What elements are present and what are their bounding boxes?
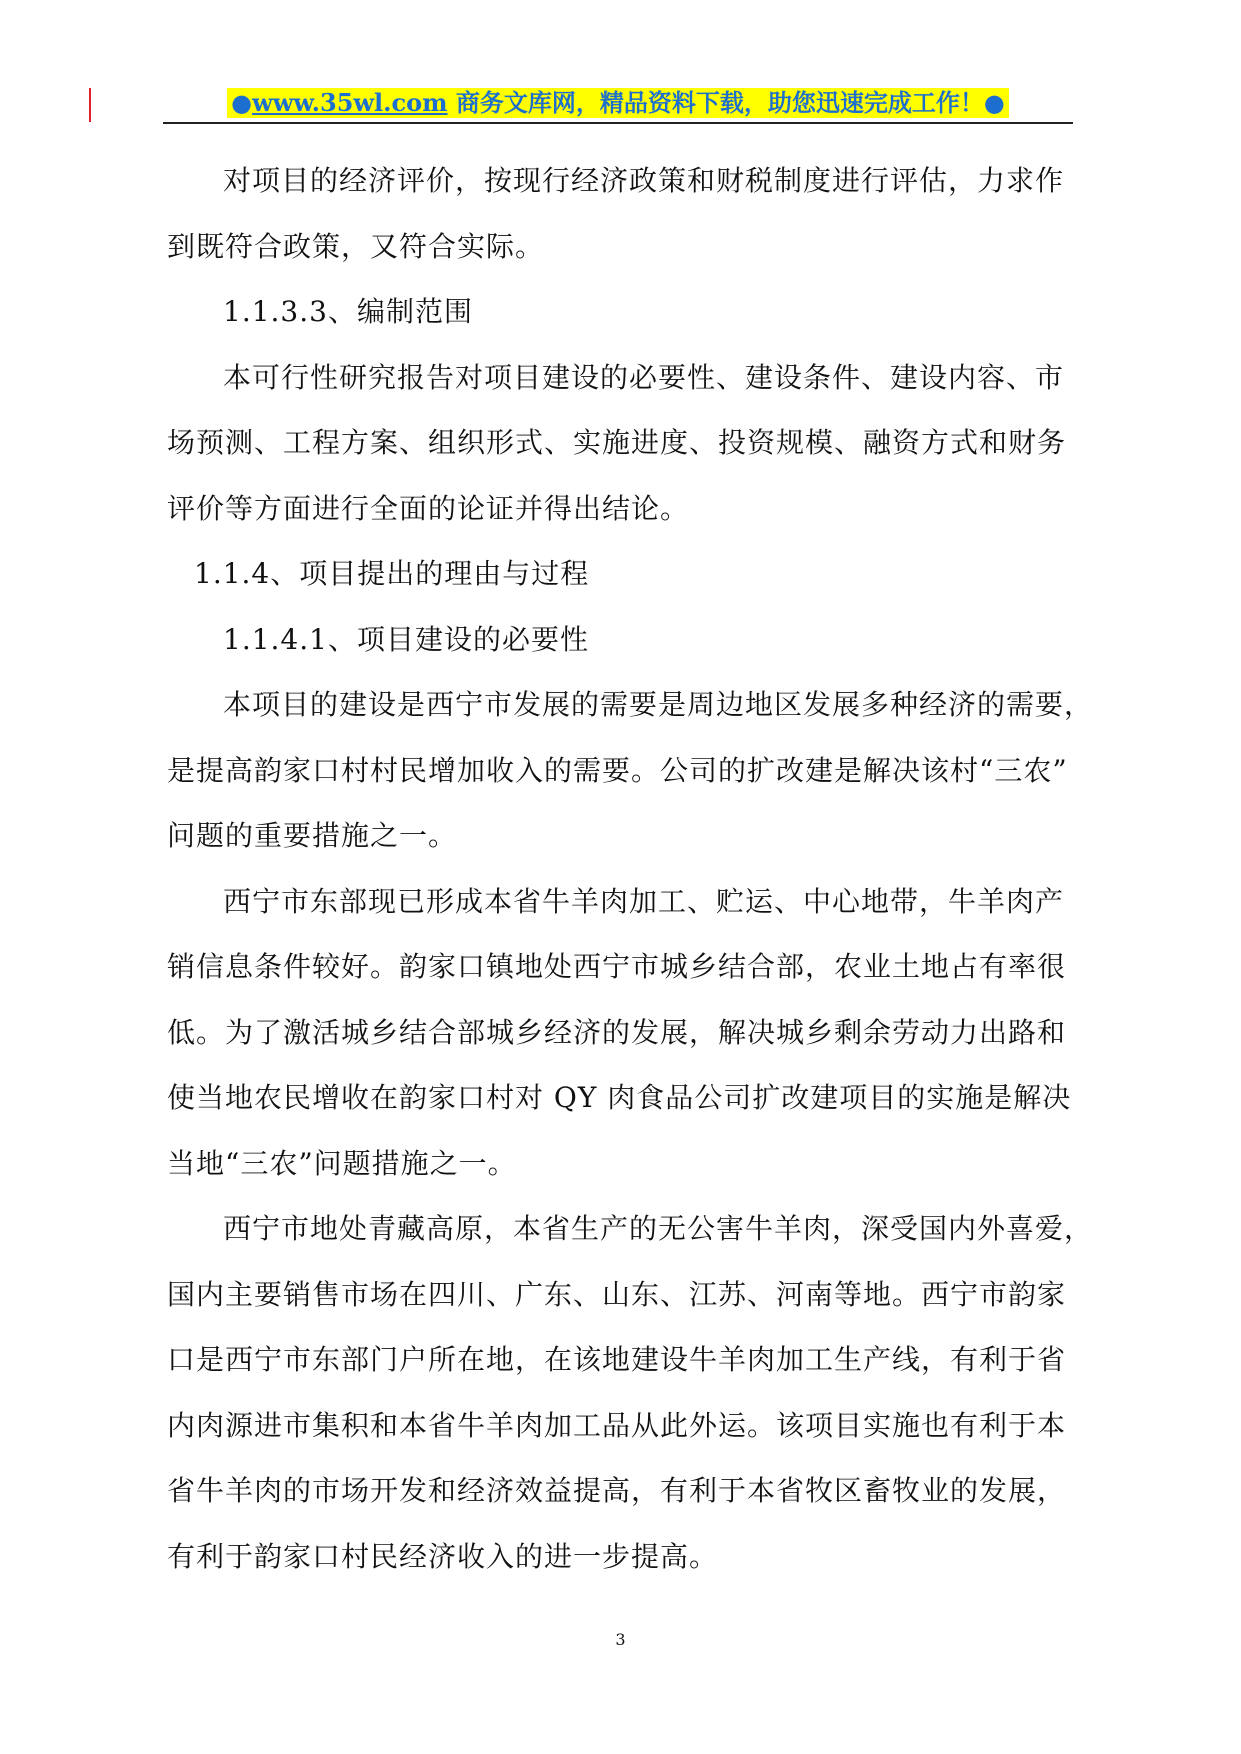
header-site-link[interactable]: www.35wl.com: [252, 88, 448, 117]
bullet-icon: ●: [231, 89, 253, 117]
section-heading: 1.1.4、项目提出的理由与过程: [194, 557, 590, 590]
section-heading: 1.1.3.3、编制范围: [223, 295, 473, 328]
body-line: 到既符合政策，又符合实际。: [167, 229, 545, 263]
body-line: 国内主要销售市场在四川、广东、山东、江苏、河南等地。西宁市韵家: [167, 1277, 1067, 1311]
body-line: 内肉源进市集积和本省牛羊肉加工品从此外运。该项目实施也有利于本: [167, 1408, 1067, 1442]
page-header: [163, 88, 1073, 122]
body-line: 销信息条件较好。韵家口镇地处西宁市城乡结合部，农业土地占有率很: [167, 950, 1067, 983]
body-line: 评价等方面进行全面的论证并得出结论。: [167, 491, 690, 525]
body-line: 使当地农民增收在韵家口村对 QY 肉食品公司扩改建项目的实施是解决: [167, 1081, 1072, 1114]
body-line: 本可行性研究报告对项目建设的必要性、建设条件、建设内容、市: [223, 360, 1065, 394]
bullet-icon: ●: [983, 89, 1005, 117]
body-line: 西宁市地处青藏高原，本省生产的无公害牛羊肉，深受国内外喜爱，: [223, 1212, 1094, 1245]
body-line: 问题的重要措施之一。: [167, 819, 458, 852]
header-slogan: 商务文库网，精品资料下载，助您迅速完成工作！: [447, 89, 984, 117]
header-divider: [163, 122, 1073, 124]
body-line: 是提高韵家口村村民增加收入的需要。公司的扩改建是解决该村“三农”: [167, 753, 1068, 787]
left-margin-mark: [89, 88, 91, 122]
body-line: 本项目的建设是西宁市发展的需要是周边地区发展多种经济的需要，: [223, 688, 1094, 721]
body-line: 口是西宁市东部门户所在地，在该地建设牛羊肉加工生产线，有利于省: [167, 1343, 1067, 1376]
body-line: 有利于韵家口村民经济收入的进一步提高。: [167, 1539, 719, 1573]
body-line: 低。为了激活城乡结合部城乡经济的发展，解决城乡剩余劳动力出路和: [167, 1015, 1067, 1049]
header-banner[interactable]: [227, 88, 1009, 118]
body-line: 当地“三农”问题措施之一。: [167, 1146, 517, 1180]
body-line: 西宁市东部现已形成本省牛羊肉加工、贮运、中心地带，牛羊肉产: [223, 884, 1065, 918]
page-number: 3: [615, 1630, 626, 1649]
document-body: [167, 148, 1094, 1589]
body-line: 场预测、工程方案、组织形式、实施进度、投资规模、融资方式和财务: [167, 426, 1067, 459]
body-line: 省牛羊肉的市场开发和经济效益提高，有利于本省牧区畜牧业的发展，: [167, 1474, 1067, 1507]
body-line: 对项目的经济评价，按现行经济政策和财税制度进行评估，力求作: [223, 164, 1065, 197]
section-heading: 1.1.4.1、项目建设的必要性: [223, 622, 589, 656]
